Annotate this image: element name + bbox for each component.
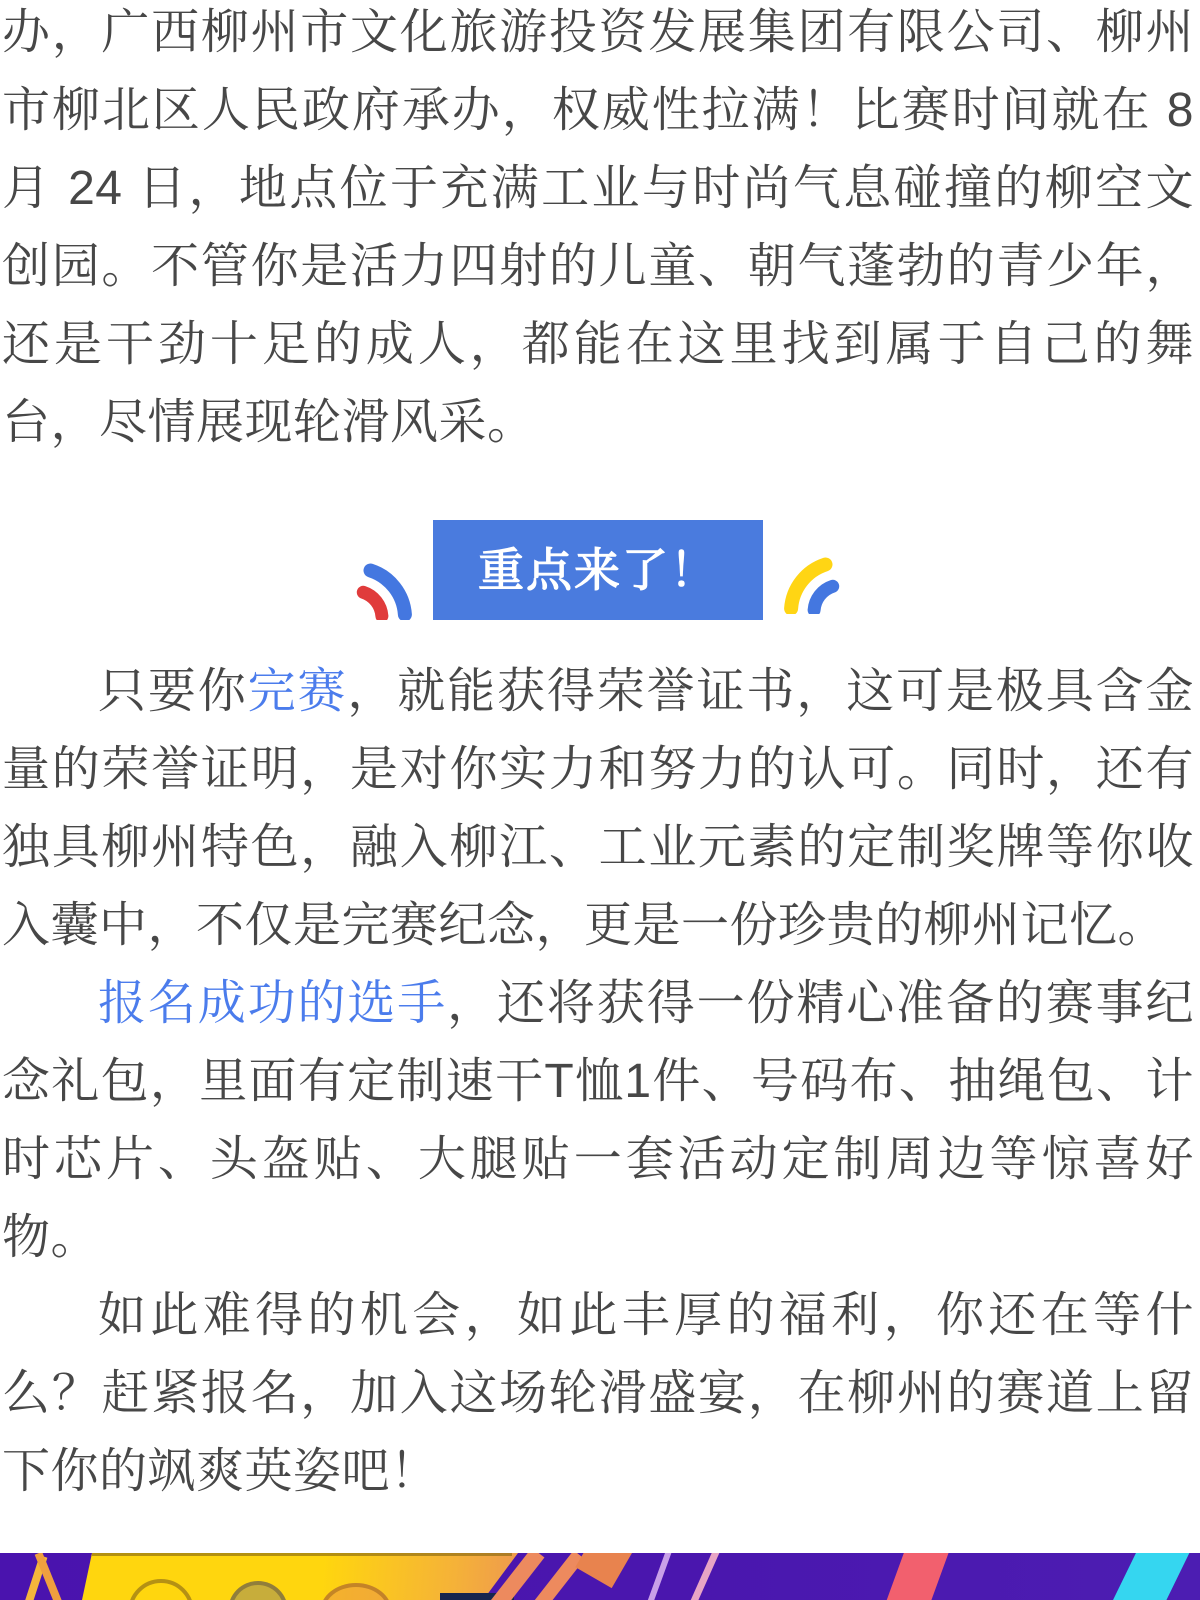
footer-poster-image (0, 1553, 1200, 1600)
poster-orange-stroke (575, 1553, 636, 1588)
paragraph-text: ，就能获得荣誉证书，这可是极具含金量的荣誉证明，是对你实力和努力的认可。同时，还有独具柳州特色，融入柳江、工业元素的定制奖牌等你收入囊中，不仅是完赛纪念，更是一份珍贵的柳州记忆。 (2, 665, 1194, 952)
highlight-section (2, 520, 1194, 620)
paragraph-intro: 办，广西柳州市文化旅游投资发展集团有限公司、柳州市柳北区人民政府承办，权威性拉满！比赛时间就在 8 月 24 日，地点位于充满工业与时尚气息碰撞的柳空文创园。不管你是活力四射的儿童、朝气蓬勃的青少年，还是干劲十足的成人，都能在这里找到属于自己的舞台，尽情展现轮滑风采。 (2, 6, 1194, 449)
arc-decoration-left-icon (349, 554, 419, 620)
paragraph-call-to-action: 如此难得的机会，如此丰厚的福利，你还在等什么？赶紧报名，加入这场轮滑盛宴，在柳州的赛道上留下你的飒爽英姿吧！ (2, 1289, 1194, 1498)
paragraph-text: ，还将获得一份精心准备的赛事纪念礼包，里面有定制速干T恤1件、号码布、抽绳包、计时芯片、头盔贴、大腿贴一套活动定制周边等惊喜好物。 (2, 977, 1194, 1264)
emphasis-finish-race: 完赛 (247, 665, 348, 718)
highlight-badge: 重点来了！ (433, 520, 763, 620)
poster-cyan-stripe (1108, 1553, 1190, 1600)
arc-decoration-right-icon (777, 548, 847, 614)
poster-pink-line (684, 1553, 722, 1600)
poster-coral-stripe (882, 1553, 950, 1600)
poster-panel-edge (92, 1553, 512, 1556)
paragraph-certificate (2, 653, 1194, 965)
poster-pink-line (643, 1553, 673, 1600)
emphasis-registered-players: 报名成功的选手 (98, 977, 448, 1030)
paragraph-gift-pack (2, 965, 1194, 1277)
paragraph-text: 只要你 (98, 665, 248, 718)
